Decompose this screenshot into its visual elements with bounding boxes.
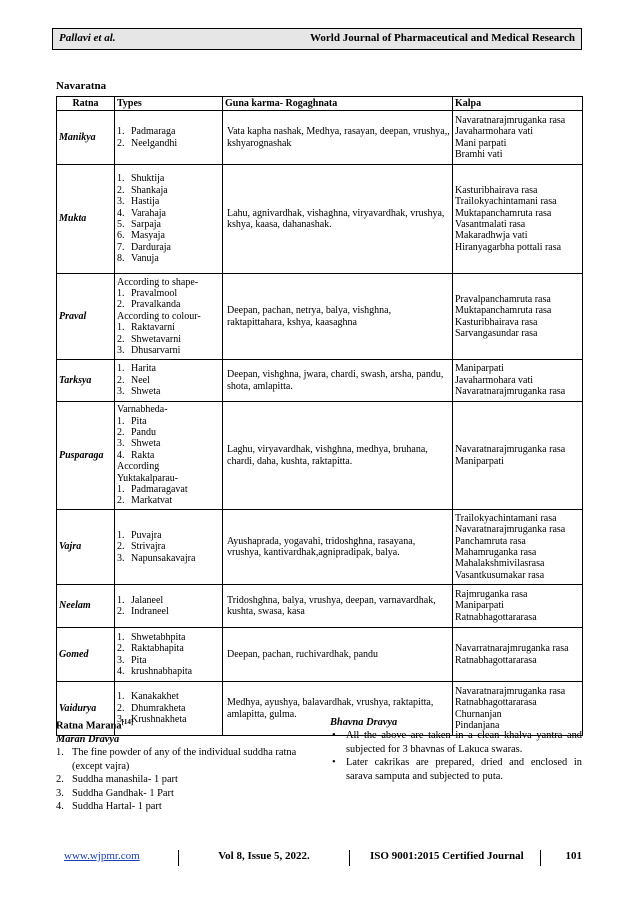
kalpa-item: Navaratnarajmruganka rasa: [455, 524, 566, 536]
type-item: 1. Padmaraga: [117, 126, 176, 138]
bhavna-dravya-list: [330, 729, 582, 783]
type-item: 3. Hastija: [117, 196, 160, 208]
header-guna-karma: Guna karma- Rogaghnata: [223, 97, 453, 111]
type-item: 2. Raktabhapita: [117, 643, 184, 655]
ratna-name: Manikya: [57, 111, 115, 165]
maran-dravya-heading: Maran Dravya: [56, 733, 120, 745]
maran-dravya-list: [56, 746, 318, 813]
types-cell: [115, 111, 223, 165]
type-item: 1. Pravalmool: [117, 287, 178, 299]
table-row: [57, 274, 583, 360]
type-item: 2. Pandu: [117, 426, 156, 438]
kalpa-item: Makaradhwja vati: [455, 230, 528, 242]
type-item: 3. Shweta: [117, 386, 161, 398]
type-item: 1. Raktavarni: [117, 322, 175, 334]
guna-karma-cell: Tridoshghna, balya, vrushya, deepan, varnavardhak, kushta, swasa, kasa: [223, 585, 453, 628]
table-row: [57, 360, 583, 402]
navaratna-table: [56, 96, 583, 736]
bhavna-dravya-heading: Bhavna Dravya: [330, 717, 398, 728]
type-item: 2. Shwetavarni: [117, 333, 181, 345]
kalpa-item: Javaharmohara vati: [455, 374, 534, 386]
type-item: 4. Rakta: [117, 449, 155, 461]
guna-karma-cell: Lahu, agnivardhak, vishaghna, viryavardhak, vrushya, kshya, kaasa, dahanashak.: [223, 165, 453, 274]
types-cell: [115, 628, 223, 682]
list-item: • All the above are taken in a clean khalva yantra and subjected for 3 bhavnas of Lakuca swaras.: [332, 730, 582, 755]
type-item: 2. Pravalkanda: [117, 299, 181, 311]
reference-marker: [14]: [121, 718, 134, 726]
kalpa-item: Ratnabhagottararasa: [455, 697, 537, 709]
kalpa-item: Mani parpati: [455, 137, 507, 149]
list-item: • Later cakrikas are prepared, dried and enclosed in sarava samputa and subjected to puta.: [332, 757, 582, 782]
type-item: 1. Padmaragavat: [117, 484, 188, 496]
type-item: 1. Pita: [117, 415, 147, 427]
table-row: [57, 111, 583, 165]
type-item: 1. Puvajra: [117, 529, 162, 541]
ratna-name: Praval: [57, 274, 115, 360]
guna-karma-cell: Ayushaprada, yogavahi, tridoshghna, rasayana, vrushya, kantivardhak,agnipradipak, balya.: [223, 510, 453, 585]
header-journal-name: World Journal of Pharmaceutical and Medical Research: [310, 32, 575, 44]
ratna-name: Vaidurya: [57, 682, 115, 736]
bullet-icon: •: [332, 730, 336, 742]
kalpa-item: Maniparpati: [455, 363, 504, 375]
types-cell: [115, 360, 223, 402]
kalpa-item: Navaratnarajmruganka rasa: [455, 685, 566, 697]
kalpa-item: Vasantmalati rasa: [455, 219, 526, 230]
type-item: According: [117, 461, 160, 473]
table-row: [57, 510, 583, 585]
bullet-icon: •: [332, 757, 336, 769]
ratna-name: Neelam: [57, 585, 115, 628]
guna-karma-cell: Deepan, pachan, netrya, balya, vishghna, raktapittahara, kshya, kaasaghna: [223, 274, 453, 360]
ratna-marana-section: [56, 716, 318, 813]
kalpa-cell: [453, 628, 583, 682]
type-item: 4. krushnabhapita: [117, 665, 193, 677]
types-cell: [115, 165, 223, 274]
type-item: 6. Masyaja: [117, 230, 165, 242]
guna-karma-cell: Deepan, pachan, ruchivardhak, pandu: [223, 628, 453, 682]
type-item: 4. Varahaja: [117, 207, 166, 219]
type-item: 1. Kanakakhet: [117, 691, 179, 703]
type-item: 7. Darduraja: [117, 241, 171, 253]
kalpa-item: Muktapanchamruta rasa: [455, 305, 552, 317]
guna-karma-cell: Laghu, viryavardhak, vishghna, medhya, bruhana, chardi, daha, kushta, raktapitta.: [223, 402, 453, 510]
kalpa-item: Churnanjan: [455, 708, 502, 720]
type-item: 3. Shweta: [117, 438, 161, 450]
type-item: According to colour-: [117, 310, 201, 322]
kalpa-cell: [453, 510, 583, 585]
page-footer: [60, 848, 582, 866]
ratna-name: Vajra: [57, 510, 115, 585]
list-item: 2. Suddha manashila- 1 part: [56, 774, 178, 786]
type-item: 2. Dhumrakheta: [117, 702, 186, 714]
list-item: 1. The fine powder of any of the individual suddha ratna (except vajra): [56, 747, 297, 772]
guna-karma-cell: Vata kapha nashak, Medhya, rasayan, deepan, vrushya,, kshyarognashak: [223, 111, 453, 165]
type-item: 5. Sarpaja: [117, 219, 161, 230]
types-cell: [115, 274, 223, 360]
types-cell: [115, 585, 223, 628]
guna-karma-cell: Medhya, ayushya, balavardhak, vrushya, raktapitta, amlapitta, gulma.: [223, 682, 453, 736]
type-item: According to shape-: [117, 276, 199, 288]
kalpa-cell: [453, 274, 583, 360]
ratna-marana-title: Ratna Marana[14]: [56, 718, 134, 732]
kalpa-item: Pravalpanchamruta rasa: [455, 293, 551, 305]
kalpa-item: Hiranyagarbha pottali rasa: [455, 241, 562, 253]
kalpa-item: Kasturibhairava rasa: [455, 184, 538, 196]
list-item: 3. Suddha Gandhak- 1 Part: [56, 787, 174, 799]
table-row: [57, 165, 583, 274]
ratna-name: Tarksya: [57, 360, 115, 402]
footer-iso: ISO 9001:2015 Certified Journal: [360, 850, 541, 866]
kalpa-item: Pindanjana: [455, 719, 500, 731]
kalpa-item: Maniparpati: [455, 455, 504, 467]
header-kalpa: Kalpa: [453, 97, 583, 111]
kalpa-item: Navaratnarajmruganka rasa: [455, 386, 566, 398]
kalpa-item: Bramhi vati: [455, 148, 503, 160]
journal-header: [52, 28, 582, 50]
type-item: Yuktakalparau-: [117, 472, 179, 484]
kalpa-item: Maniparpati: [455, 600, 504, 612]
type-item: 1. Shuktija: [117, 173, 165, 185]
table-row: [57, 585, 583, 628]
types-cell: [115, 402, 223, 510]
guna-karma-cell: Deepan, vishghna, jwara, chardi, swash, arsha, pandu, shota, amlapitta.: [223, 360, 453, 402]
kalpa-item: Trailokyachintamani rasa: [455, 196, 557, 208]
type-item: 1. Jalaneel: [117, 594, 164, 606]
kalpa-item: Ratnabhagottararasa: [455, 654, 537, 666]
header-ratna: Ratna: [57, 97, 115, 111]
header-types: Types: [115, 97, 223, 111]
kalpa-item: Kasturibhairava rasa: [455, 316, 538, 328]
footer-volume: Vol 8, Issue 5, 2022.: [178, 850, 350, 866]
kalpa-cell: [453, 165, 583, 274]
kalpa-cell: [453, 111, 583, 165]
kalpa-item: Mahamruganka rasa: [455, 547, 537, 558]
ratna-name: Pusparaga: [57, 402, 115, 510]
bhavna-dravya-section: [330, 716, 582, 783]
kalpa-item: Navaratnarajmruganka rasa: [455, 114, 566, 126]
ratna-name: Mukta: [57, 165, 115, 274]
kalpa-item: Sarvangasundar rasa: [455, 327, 538, 339]
section-title: Navaratna: [56, 80, 107, 92]
kalpa-item: Rajmruganka rasa: [455, 588, 528, 600]
type-item: 2. Shankaja: [117, 184, 168, 196]
type-item: 3. Pita: [117, 654, 147, 666]
kalpa-item: Mahalakshmivilasrasa: [455, 558, 545, 570]
types-cell: [115, 510, 223, 585]
table-row: [57, 402, 583, 510]
type-item: 3. Napunsakavajra: [117, 552, 196, 564]
page-number: 101: [565, 850, 582, 862]
kalpa-item: Panchamruta rasa: [455, 535, 526, 547]
kalpa-item: Navarratnarajmruganka rasa: [455, 643, 569, 655]
type-item: 2. Markatvat: [117, 495, 173, 507]
type-item: 2. Neel: [117, 374, 150, 386]
kalpa-item: Vasantkusumakar rasa: [455, 569, 545, 581]
type-item: 2. Strivajra: [117, 541, 166, 553]
type-item: 1. Shwetabhpita: [117, 631, 186, 643]
table-row: [57, 628, 583, 682]
type-item: 2. Neelgandhi: [117, 137, 178, 149]
kalpa-cell: [453, 402, 583, 510]
type-item: 8. Vanuja: [117, 253, 159, 265]
type-item: 3. Krushnakheta: [117, 714, 187, 726]
kalpa-item: Muktapanchamruta rasa: [455, 207, 552, 219]
table-header-row: [57, 97, 583, 111]
type-item: 3. Dhusarvarni: [117, 345, 181, 357]
type-item: Varnabheda-: [117, 404, 168, 416]
type-item: 2. Indraneel: [117, 606, 169, 617]
list-item: 4. Suddha Hartal- 1 part: [56, 800, 162, 812]
kalpa-item: Javaharmohara vati: [455, 126, 534, 138]
type-item: 1. Harita: [117, 363, 156, 375]
kalpa-item: Trailokyachintamani rasa: [455, 512, 557, 524]
ratna-name: Gomed: [57, 628, 115, 682]
kalpa-cell: [453, 585, 583, 628]
kalpa-cell: [453, 360, 583, 402]
kalpa-item: Navaratnarajmruganka rasa: [455, 444, 566, 456]
header-authors: Pallavi et al.: [59, 32, 116, 44]
journal-link[interactable]: www.wjpmr.com: [64, 850, 140, 862]
kalpa-item: Ratnabhagottararasa: [455, 611, 537, 623]
